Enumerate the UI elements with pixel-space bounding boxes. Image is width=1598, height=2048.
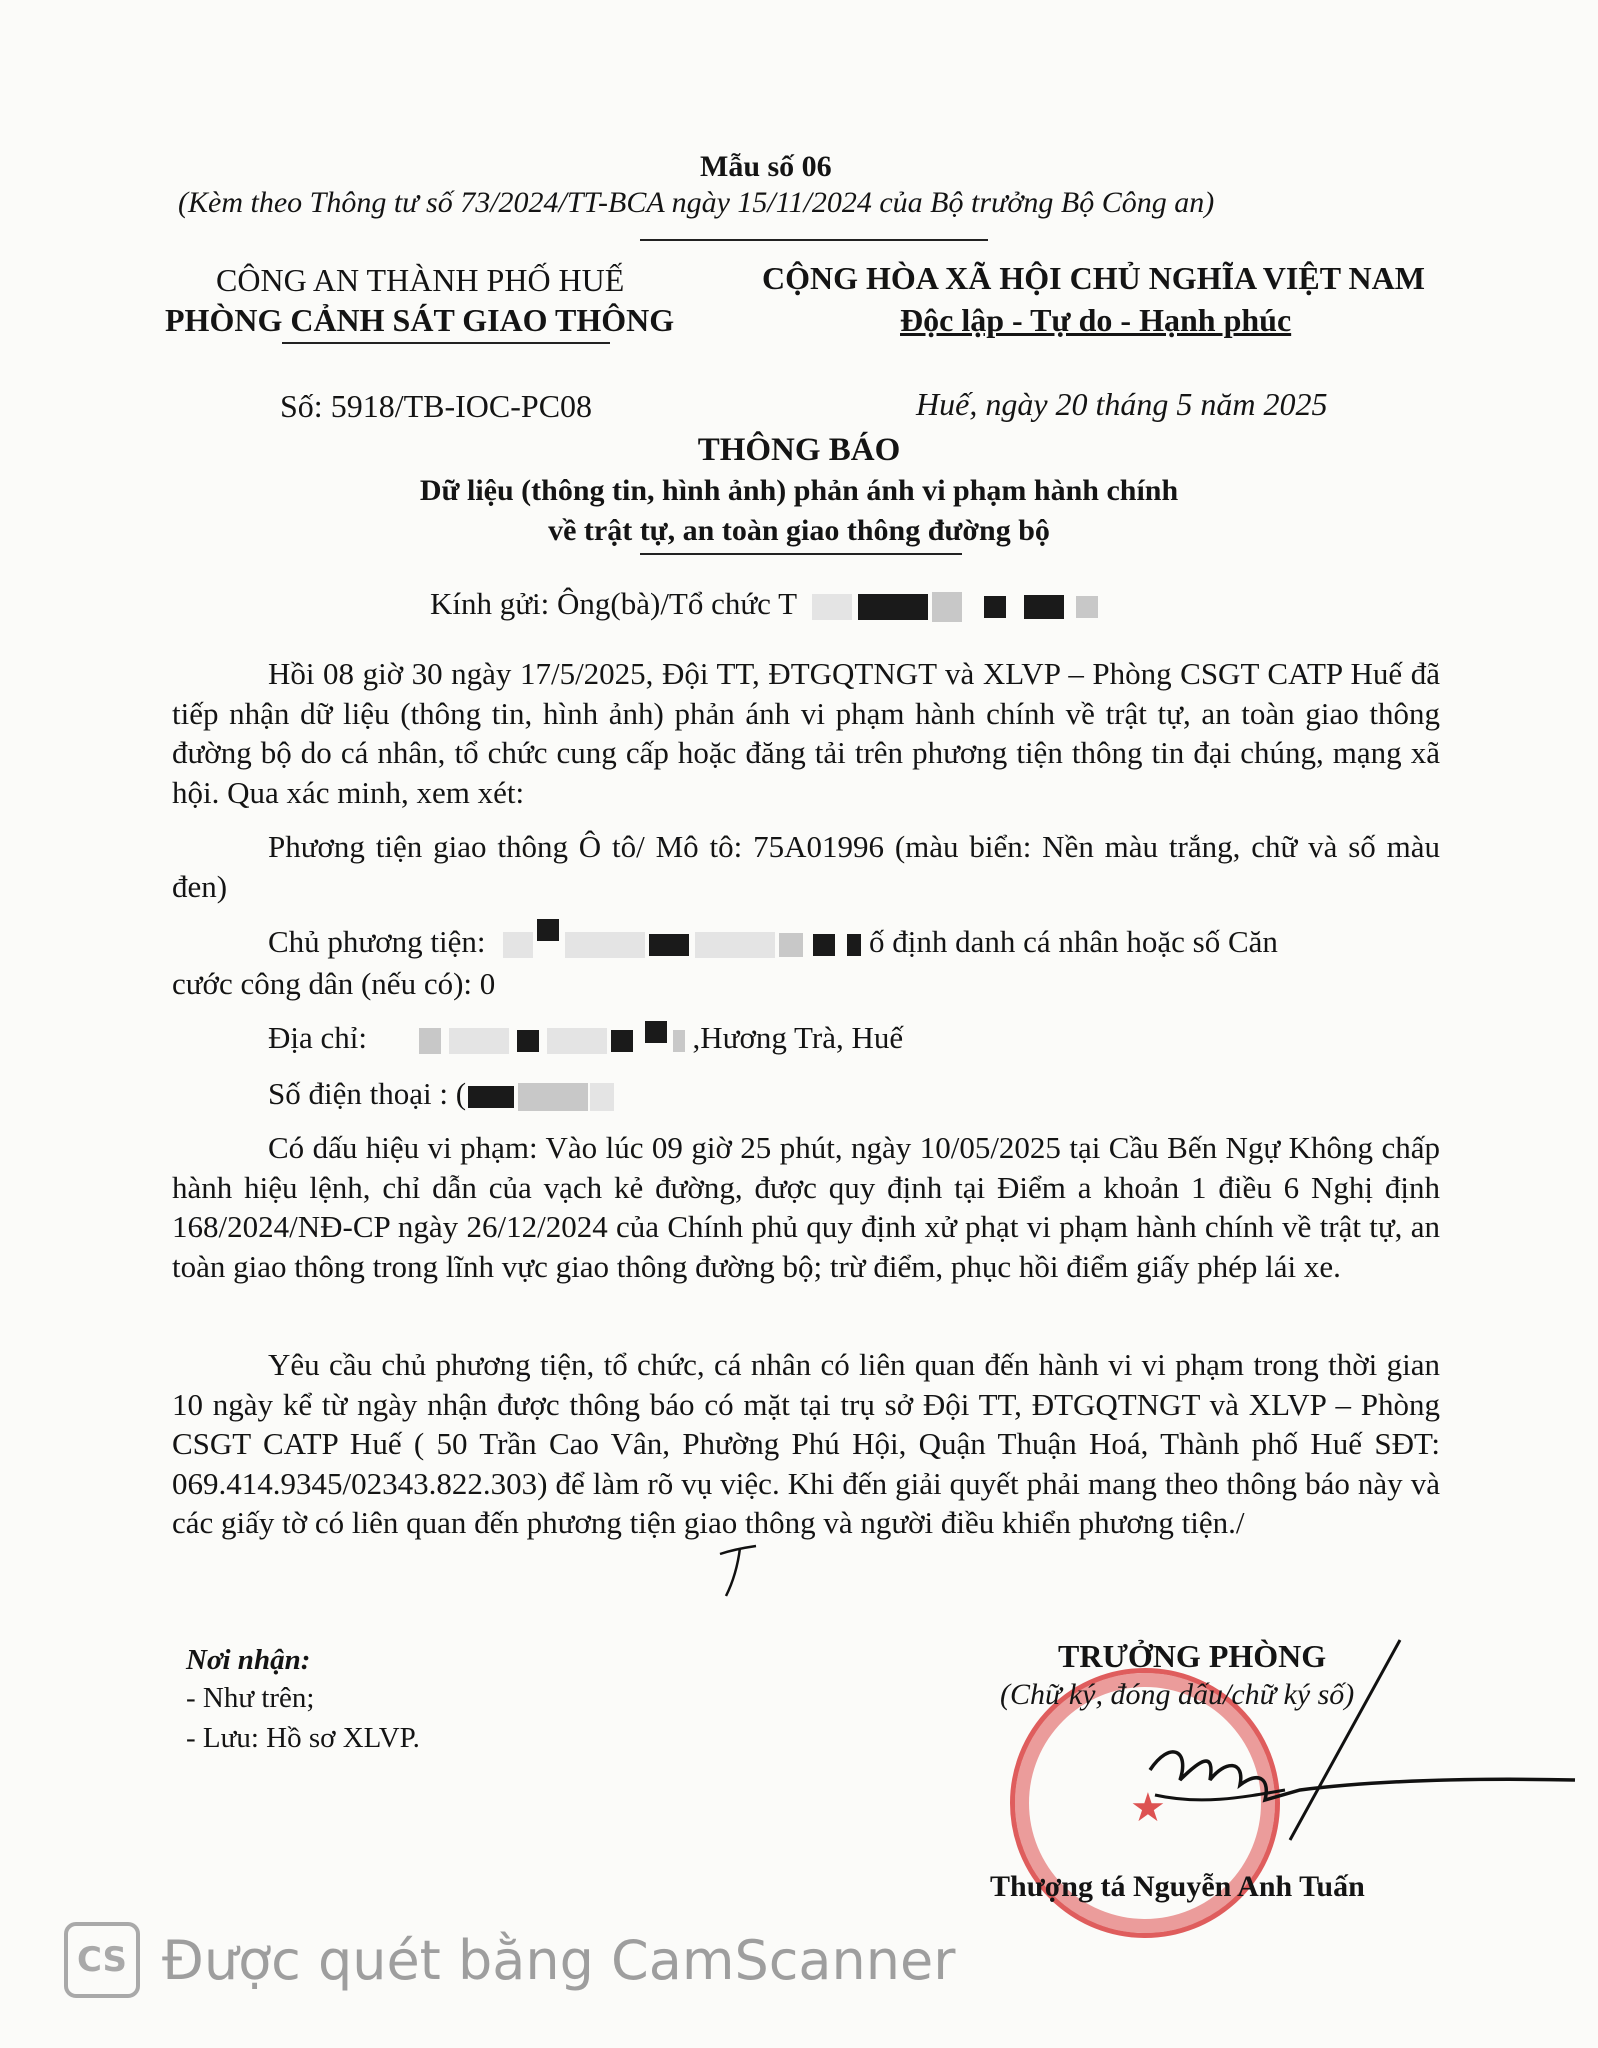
signer-note: (Chữ ký, đóng dấu/chữ ký số) (1000, 1678, 1355, 1711)
paragraph-vehicle: Phương tiện giao thông Ô tô/ Mô tô: 75A01996 (màu biển: Nền màu trắng, chữ và số màu đen) (172, 829, 1440, 904)
title-underline (640, 553, 962, 555)
signature-mark (1000, 1630, 1590, 1850)
org-underline (282, 342, 610, 344)
redacted-owner (493, 924, 869, 959)
recipients-title: Nơi nhận: (186, 1644, 311, 1676)
redacted-name (804, 586, 1098, 621)
org-parent: CÔNG AN THÀNH PHỐ HUẾ (216, 262, 625, 298)
recipient-line (430, 584, 1098, 624)
paragraph-receipt: Hồi 08 giờ 30 ngày 17/5/2025, Đội TT, ĐTGQTNGT và XLVP – Phòng CSGT CATP Huế đã tiếp nhận dữ liệu (thông tin, hình ảnh) phản ánh vi phạm hành chính về trật tự, an toàn giao thông đường bộ do cá nhân, tổ chức cung cấp hoặc đăng tải trên phương tiện thông tin đại chúng, mạng xã hội. Qua xác minh, xem xét: (172, 656, 1440, 810)
owner-id-text: ố định danh cá nhân hoặc số Căn (868, 924, 1278, 959)
seal-star-icon: ★ (1130, 1785, 1166, 1830)
paragraph-request: Yêu cầu chủ phương tiện, tổ chức, cá nhân có liên quan đến hành vi vi phạm trong thời gian 10 ngày kể từ ngày nhận được thông báo có mặt tại trụ sở Đội TT, ĐTGQTNGT và XLVP – Phòng CSGT CATP Huế ( 50 Trần Cao Vân, Phường Phú Hội, Quận Thuận Hoá, Thành phố Huế SĐT: 069.414.9345/02343.822.303) để làm rõ vụ việc. Khi đến giải quyết phải mang theo thông báo này và các giấy tờ có liên quan đến phương tiện giao thông và người điều khiển phương tiện./ (172, 1347, 1440, 1540)
address-line (268, 1018, 903, 1058)
address-text: ,Hương Trà, Huế (692, 1020, 904, 1055)
doc-number: Số: 5918/TB-IOC-PC08 (280, 388, 593, 424)
doc-subtitle-1: Dữ liệu (thông tin, hình ảnh) phản ánh vi phạm hành chính (419, 474, 1179, 507)
redacted-phone (466, 1076, 614, 1111)
redacted-address (375, 1020, 693, 1055)
watermark-text: Được quét bằng CamScanner (162, 1928, 956, 1992)
place-date: Huế, ngày 20 tháng 5 năm 2025 (916, 386, 1328, 422)
signer-name: Thượng tá Nguyễn Anh Tuấn (990, 1870, 1365, 1903)
signer-title: TRƯỞNG PHÒNG (1058, 1638, 1327, 1674)
camscanner-logo: CS (64, 1922, 140, 1998)
camscanner-watermark (64, 1920, 955, 2000)
country-name: CỘNG HÒA XÃ HỘI CHỦ NGHĨA VIỆT NAM (762, 260, 1425, 296)
owner-id-line: cước công dân (nếu có): 0 (172, 966, 496, 1001)
recipient-item: - Lưu: Hồ sơ XLVP. (186, 1722, 420, 1754)
owner-label: Chủ phương tiện: (268, 924, 486, 959)
doc-title: THÔNG BÁO (697, 432, 901, 468)
owner-line (268, 922, 1278, 962)
divider (640, 239, 988, 241)
initial-mark (712, 1540, 762, 1600)
org-unit: PHÒNG CẢNH SÁT GIAO THÔNG (165, 302, 675, 338)
phone-line (268, 1074, 614, 1114)
recipient-item: - Như trên; (186, 1682, 315, 1714)
doc-subtitle-2: về trật tự, an toàn giao thông đường bộ (548, 514, 1050, 547)
form-reference: (Kèm theo Thông tư số 73/2024/TT-BCA ngày 15/11/2024 của Bộ trưởng Bộ Công an) (178, 186, 1215, 219)
address-label: Địa chỉ: (268, 1020, 367, 1055)
phone-label: Số điện thoại : ( (268, 1076, 467, 1111)
form-number: Mẫu số 06 (700, 150, 832, 183)
motto: Độc lập - Tự do - Hạnh phúc (900, 302, 1292, 338)
paragraph-violation: Có dấu hiệu vi phạm: Vào lúc 09 giờ 25 phút, ngày 10/05/2025 tại Cầu Bến Ngự Không chấp hành hiệu lệnh, chỉ dẫn của vạch kẻ đường, được quy định tại Điểm a khoản 1 điều 6 Nghị định 168/2024/NĐ-CP ngày 26/12/2024 của Chính phủ quy định xử phạt vi phạm hành chính về trật tự, an toàn giao thông trong lĩnh vực giao thông đường bộ; trừ điểm, phục hồi điểm giấy phép lái xe. (172, 1130, 1440, 1284)
recipient-label: Kính gửi: Ông(bà)/Tổ chức T (430, 586, 797, 621)
